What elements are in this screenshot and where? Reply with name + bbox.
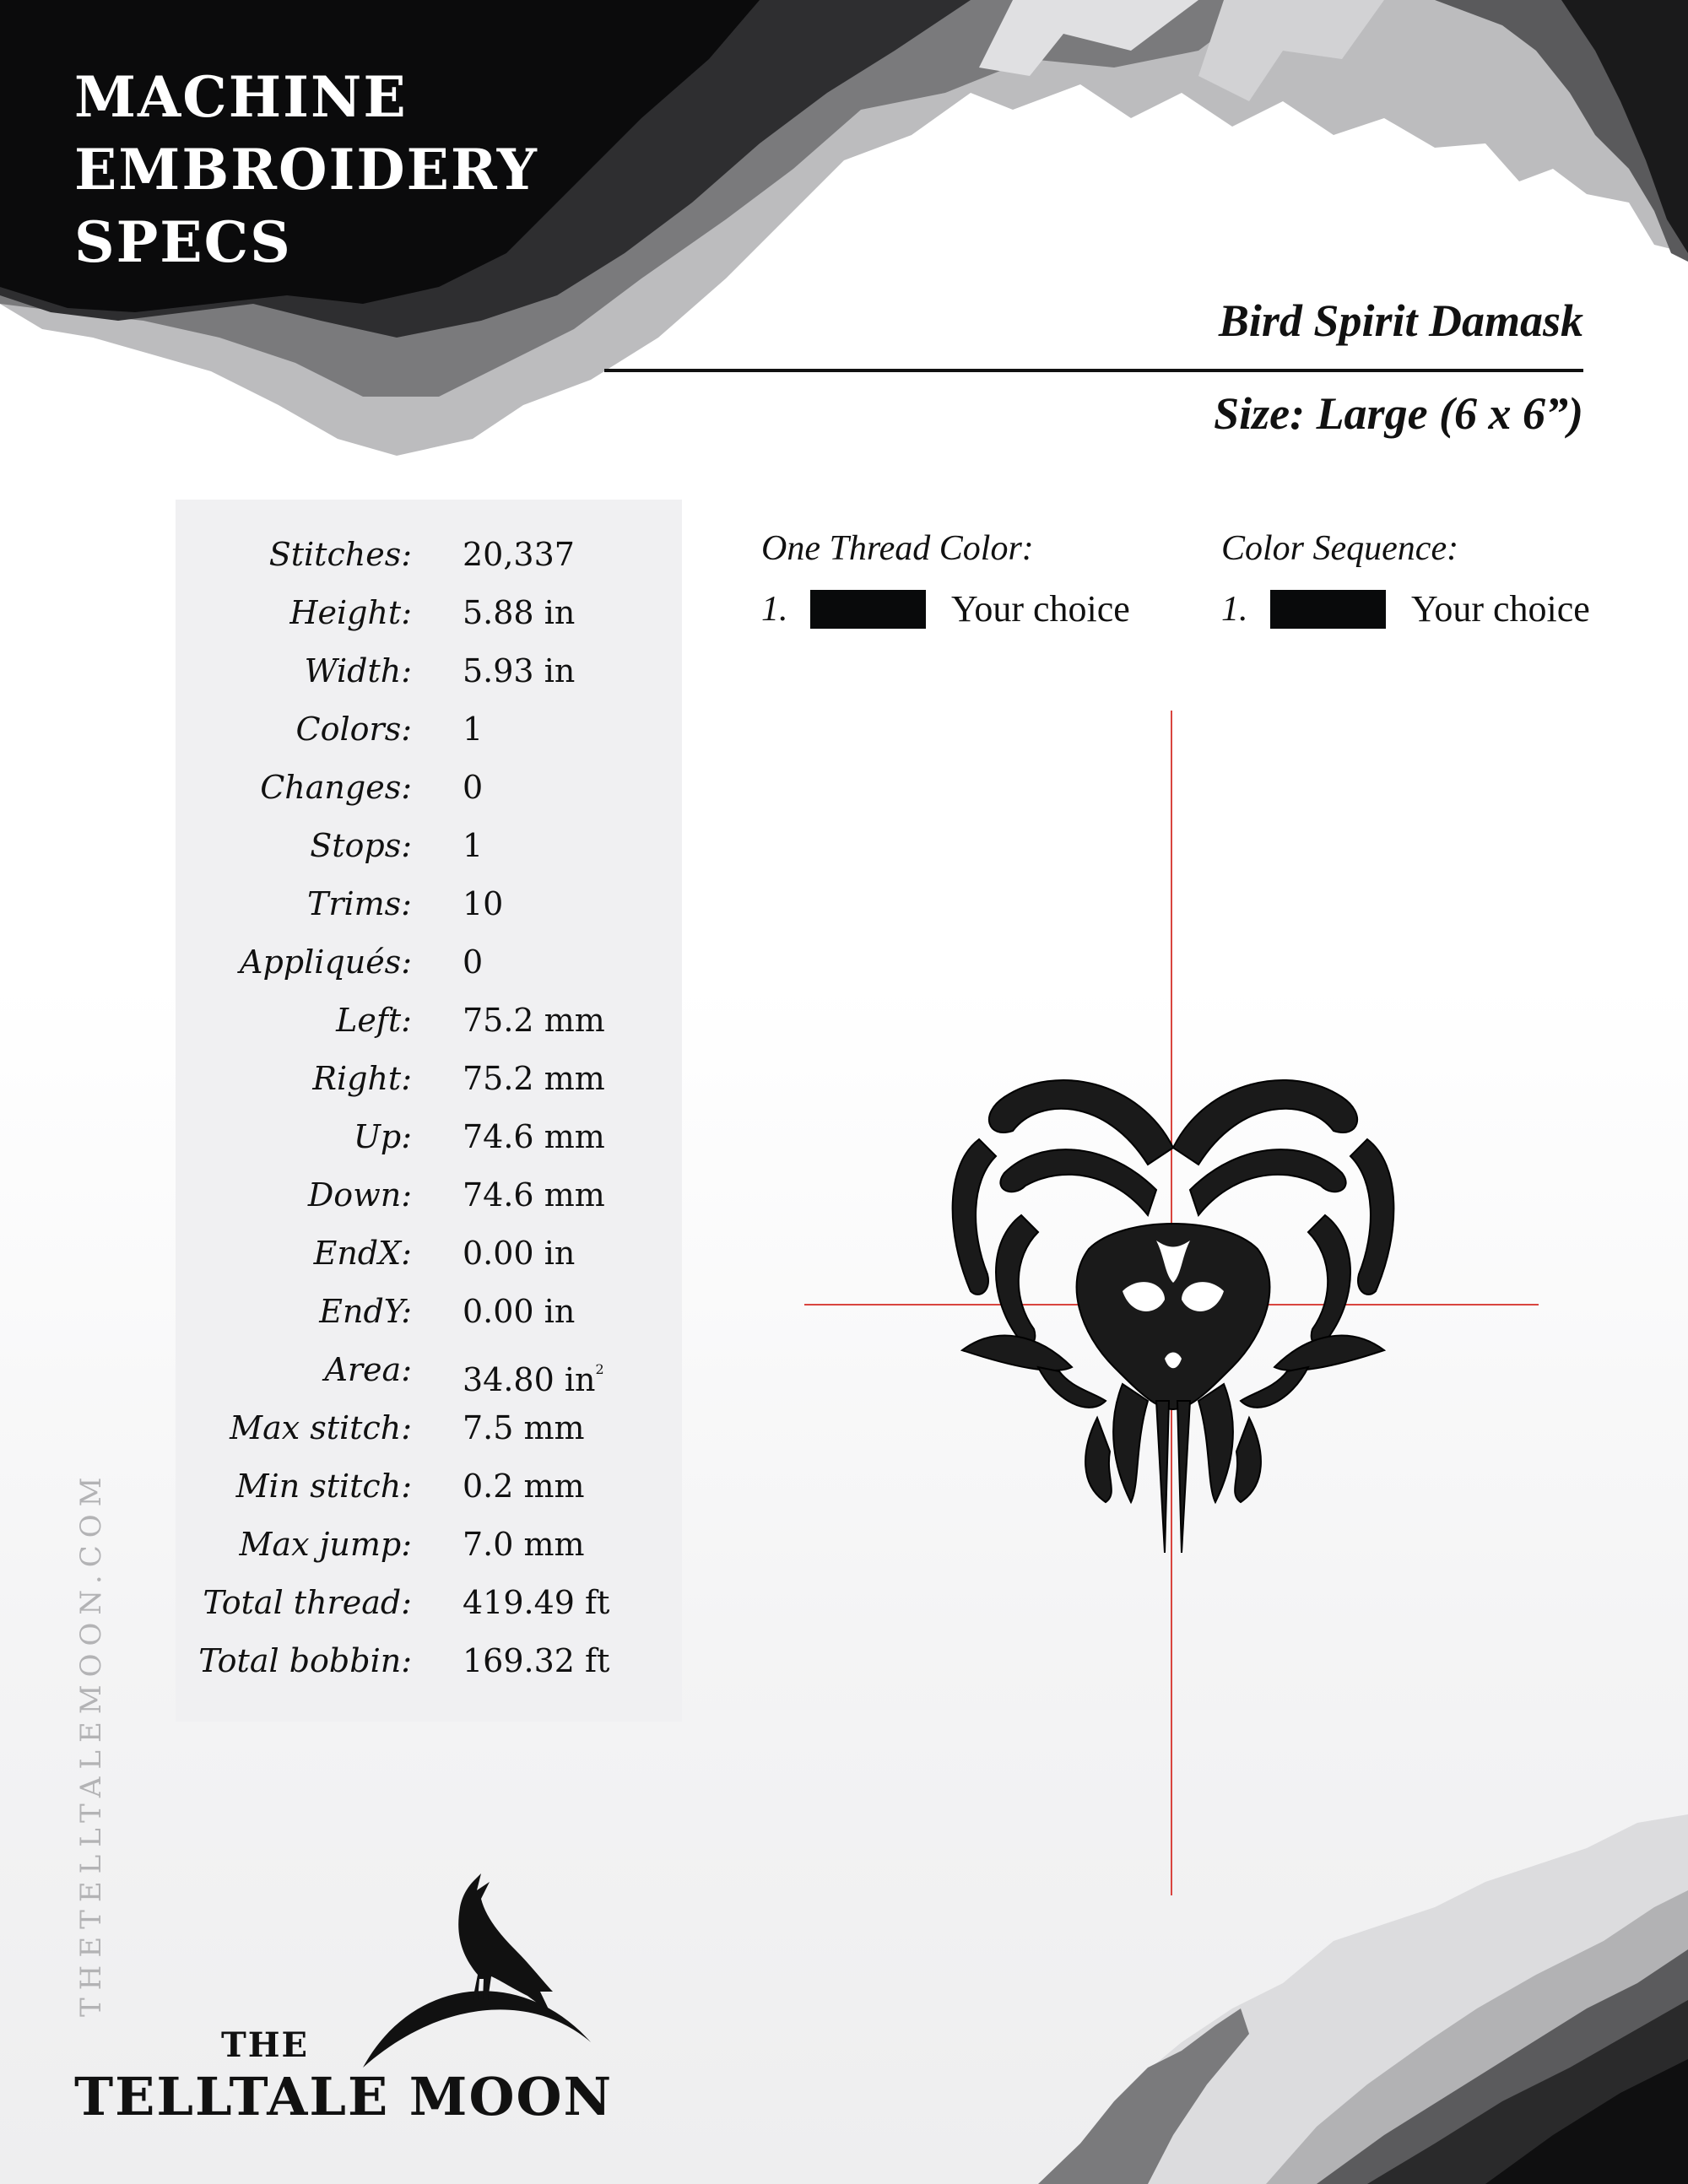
title-divider [604,369,1583,372]
thread-name: Your choice [951,588,1130,630]
thread-item [1221,587,1590,630]
area-value: 34.80 in [463,1361,596,1398]
spec-value: 0.00 in [463,1293,576,1330]
spec-value: 7.0 mm [463,1526,585,1563]
spec-row-endy [176,1290,682,1349]
brush-stroke-bottom [0,1814,1688,2184]
spec-row-left [176,999,682,1057]
spec-value: 5.93 in [463,652,576,689]
spec-label: Area: [324,1351,412,1388]
spec-value: 0 [463,769,484,806]
design-name: Bird Spirit Damask [1218,295,1583,346]
spec-row-up [176,1116,682,1174]
spec-value: 1 [463,827,484,864]
spec-label: Changes: [260,769,412,806]
spec-row-max-stitch [176,1407,682,1465]
spec-label: Right: [312,1060,412,1097]
spec-row-colors [176,708,682,766]
size-label: Size: Large (6 x 6”) [1214,388,1583,439]
color-swatch [810,590,926,629]
spec-label: Min stitch: [235,1468,412,1505]
spec-label: Stops: [310,827,412,864]
color-sequence-heading: Color Sequence: [1221,529,1459,568]
design-title-block [604,291,1583,443]
logo-text-the: THE [221,2025,310,2065]
spec-row-stitches [176,533,682,592]
spec-value: 74.6 mm [463,1176,605,1214]
spec-value: 1 [463,711,484,748]
spec-label: EndY: [319,1293,412,1330]
one-thread-color-heading: One Thread Color: [761,529,1034,568]
spec-label: Appliqués: [240,943,412,981]
spec-row-total-thread [176,1581,682,1640]
spec-label: Left: [336,1002,412,1039]
spec-value: 75.2 mm [463,1060,605,1097]
spec-label: Width: [304,652,412,689]
one-thread-color-section [761,525,1130,630]
spec-value: 74.6 mm [463,1118,605,1155]
color-sequence-section [1221,525,1590,630]
spec-row-changes [176,766,682,824]
heading-line-3: SPECS [74,209,292,275]
spec-label: Max stitch: [230,1409,412,1446]
thread-number: 1. [1221,589,1248,629]
website-url: THETELLTALEMOON.COM [74,1469,108,2017]
spec-label: Total thread: [203,1584,412,1621]
color-swatch [1270,590,1386,629]
spec-row-appliques [176,941,682,999]
spec-row-area [176,1349,682,1407]
page-heading [74,61,538,278]
spec-value: 20,337 [463,536,575,573]
spec-row-right [176,1057,682,1116]
spec-row-total-bobbin [176,1640,682,1698]
heading-line-1: MACHINE [74,64,408,130]
spec-row-height [176,592,682,650]
spec-row-stops [176,824,682,883]
spec-value: 419.49 ft [463,1584,610,1621]
spec-value: 169.32 ft [463,1642,610,1679]
thread-name: Your choice [1411,588,1590,630]
damask-heart-icon [912,1046,1435,1553]
specs-panel [176,500,682,1722]
spec-label: Down: [307,1176,412,1214]
spec-label: Total bobbin: [198,1642,412,1679]
spec-label: Max jump: [239,1526,412,1563]
spec-value: 5.88 in [463,594,576,631]
spec-label: EndX: [313,1235,412,1272]
spec-row-min-stitch [176,1465,682,1523]
thread-number: 1. [761,589,788,629]
spec-row-width [176,650,682,708]
area-unit-superscript: 2 [595,1361,604,1377]
spec-label: Stitches: [268,536,412,573]
spec-value: 0.2 mm [463,1468,585,1505]
spec-value [463,1349,604,1401]
spec-label: Height: [289,594,412,631]
spec-value: 0.00 in [463,1235,576,1272]
spec-label: Trims: [306,885,412,922]
spec-label: Up: [353,1118,412,1155]
spec-row-trims [176,883,682,941]
spec-value: 0 [463,943,484,981]
spec-row-down [176,1174,682,1232]
thread-item [761,587,1130,630]
spec-value: 7.5 mm [463,1409,585,1446]
logo-text-main: TELLTALE MOON [74,2066,614,2127]
spec-row-max-jump [176,1523,682,1581]
spec-row-endx [176,1232,682,1290]
spec-value: 75.2 mm [463,1002,605,1039]
heading-line-2: EMBROIDERY [74,137,538,203]
spec-value: 10 [463,885,504,922]
spec-label: Colors: [295,711,412,748]
